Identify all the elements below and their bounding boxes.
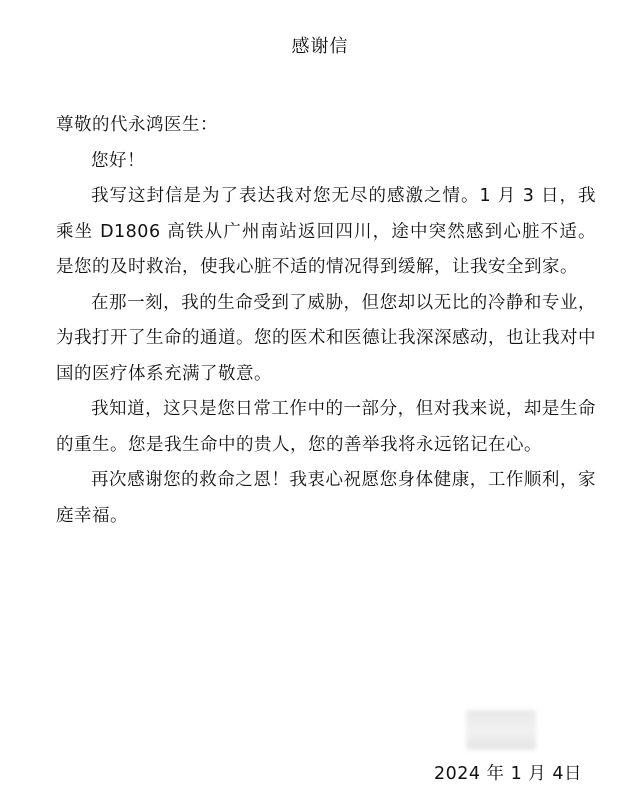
greeting-paragraph: 您好！ (91, 150, 145, 171)
body-paragraph-3: 我知道，这只是您日常工作中的一部分，但对我来说，却是生命的重生。您是我生命中的贵人，您的善举我将永远铭记在心。 (56, 399, 596, 455)
closing-paragraph: 再次感谢您的救命之恩！我衷心祝愿您身体健康，工作顺利，家庭幸福。 (56, 470, 596, 526)
body-paragraph-1: 我写这封信是为了表达我对您无尽的感激之情。1 月 3 日，我乘坐 D1806 高铁从广州南站返回四川，途中突然感到心脏不适。是您的及时救治，使我心脏不适的情况得到缓解，让我安全到家。 (56, 186, 596, 277)
body-paragraph-2: 在那一刻，我的生命受到了威胁，但您却以无比的冷静和专业，为我打开了生命的通道。您的医术和医德让我深深感动，也让我对中国的医疗体系充满了敬意。 (56, 292, 596, 384)
salutation: 尊敬的代永鸿医生： (56, 115, 218, 135)
letter-title: 感谢信 (291, 36, 349, 57)
redacted-signature (466, 710, 536, 750)
letter-body (56, 108, 596, 534)
letter-date: 2024 年 1 月 4日 (433, 764, 582, 784)
